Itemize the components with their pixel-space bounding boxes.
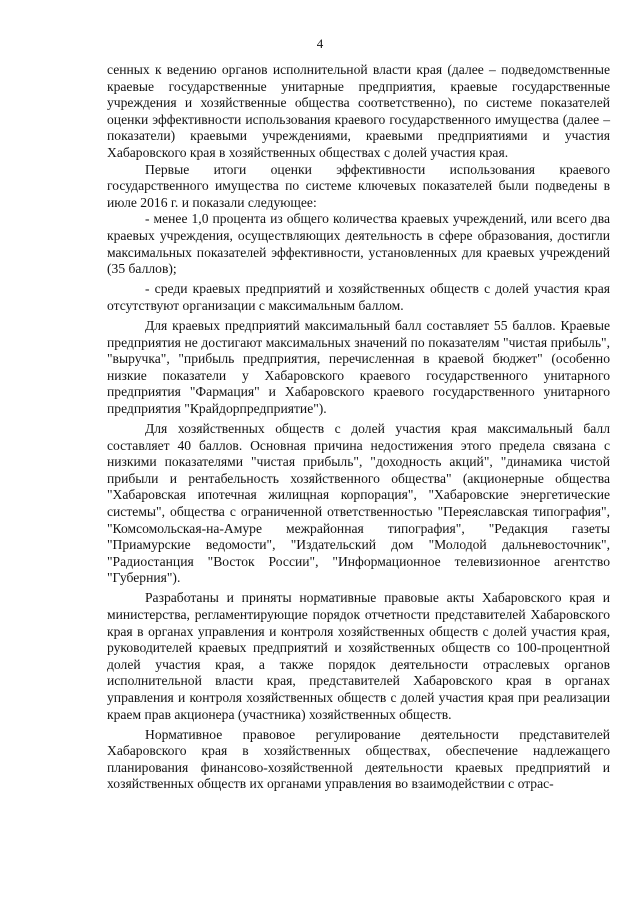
page-number: 4 <box>316 36 324 51</box>
paragraph: Нормативное правовое регулирование деятельности представителей Хабаровского края в хозяйственных обществах, обеспечение надлежащего планирования финансово-хозяйственной деятельности краевых предприятий и хозяйственных обществ их органами управления во взаимодействии с отрас- <box>107 726 610 792</box>
paragraph: Для хозяйственных обществ с долей участия края максимальный балл составляет 40 баллов. Основная причина недостижения этого предела связана с низкими показателями "чистая прибыль", "доходность акций", "динамика чистой прибыли и рентабельность хозяйственного общества" (акционерные общества "Хабаровская ипотечная жилищная корпорация", "Хабаровские энергетические системы", общества с ограниченной ответственностью "Переяславская типография", "Комсомольская-на-Амуре межрайонная типография", "Редакция газеты "Приамурские ведомости", "Издательский дом "Молодой дальневосточник", "Радиостанция "Восток России", "Информационное телевизионное агентство "Губерния"). <box>107 420 610 586</box>
list-item: - среди краевых предприятий и хозяйственных обществ с долей участия края отсутствуют организации с максимальным баллом. <box>107 281 610 313</box>
list-item: - менее 1,0 процента из общего количества краевых учреждений, или всего два краевых учреждения, осуществляющих деятельность в сфере образования, достигли максимальных показателей эффективности, установленных для краевых учреждений (35 баллов); <box>107 211 610 277</box>
paragraph: Первые итоги оценки эффективности использования краевого государственного имущества по системе ключевых показателей были подведены в июле 2016 г. и показали следующее: <box>107 161 610 210</box>
body-text <box>107 62 610 793</box>
paragraph: Для краевых предприятий максимальный балл составляет 55 баллов. Краевые предприятия не достигают максимальных значений по показателям "чистая прибыль", "выручка", "прибыль предприятия, перечисленная в краевой бюджет" (особенно низкие показатели у Хабаровского краевого государственного унитарного предприятия "Фармация" и Хабаровского краевого государственного унитарного предприятия "Крайдорпредприятие"). <box>107 317 610 416</box>
paragraph: Разработаны и приняты нормативные правовые акты Хабаровского края и министерства, регламентирующие порядок отчетности представителей Хабаровского края в органах управления и контроля хозяйственных обществ с долей участия края, руководителей краевых предприятий и хозяйственных обществ со 100-процентной долей участия края, а также порядок деятельности отраслевых органов исполнительной власти края, представителей Хабаровского края в органах управления и контроля хозяйственных обществ с долей участия края при реализации краем прав акционера (участника) хозяйственных обществ. <box>107 590 610 722</box>
paragraph: сенных к ведению органов исполнительной власти края (далее – подведомственные краевые государственные унитарные предприятия, краевые государственные учреждения и хозяйственные общества соответственно), по системе показателей оценки эффективности использования краевого государственного имущества (далее – показатели) краевыми учреждениями, краевыми предприятиями и участия Хабаровского края в хозяйственных обществах с долей участия края. <box>107 62 610 160</box>
